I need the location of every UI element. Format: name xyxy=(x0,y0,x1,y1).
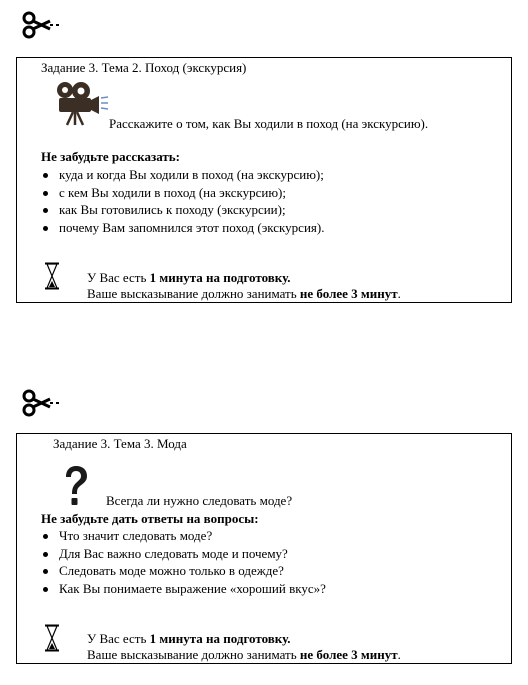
list-item: как Вы готовились к походу (экскурсии); xyxy=(41,201,324,219)
reminder-heading: Не забудьте дать ответы на вопросы: xyxy=(41,511,259,526)
scissors-icon xyxy=(22,10,62,40)
duration-note xyxy=(87,647,401,663)
hourglass-icon xyxy=(44,624,60,652)
task-prompt: Всегда ли нужно следовать моде? xyxy=(106,493,293,508)
preparation-note xyxy=(87,631,291,647)
list-item: Как Вы понимаете выражение «хороший вкус»? xyxy=(41,580,326,598)
duration-end: . xyxy=(397,647,401,662)
duration-limit: не более 3 минут xyxy=(299,286,398,301)
list-item: куда и когда Вы ходили в поход (на экскурсию); xyxy=(41,166,324,184)
prep-time: 1 минута на подготовку. xyxy=(149,270,291,285)
hourglass-icon xyxy=(44,262,60,290)
list-item: Следовать моде можно только в одежде? xyxy=(41,562,326,580)
list-item: Для Вас важно следовать моде и почему? xyxy=(41,545,326,563)
duration-limit: не более 3 минут xyxy=(299,647,398,662)
duration-text: Ваше высказывание должно занимать xyxy=(87,286,300,301)
duration-note xyxy=(87,286,401,302)
task-prompt: Расскажите о том, как Вы ходили в поход (на экскурсию). xyxy=(109,116,429,131)
film-projector-icon xyxy=(53,80,109,126)
card-title: Задание 3. Тема 2. Поход (экскурсия) xyxy=(41,60,247,75)
task-card-2 xyxy=(16,433,512,664)
prep-time: 1 минута на подготовку. xyxy=(149,631,291,646)
reminder-heading: Не забудьте рассказать: xyxy=(41,149,180,164)
list-item: Что значит следовать моде? xyxy=(41,527,326,545)
question-mark-icon xyxy=(61,464,91,508)
talking-points-list xyxy=(41,166,324,236)
duration-end: . xyxy=(397,286,401,301)
duration-text: Ваше высказывание должно занимать xyxy=(87,647,300,662)
list-item: с кем Вы ходили в поход (на экскурсию); xyxy=(41,184,324,202)
preparation-note xyxy=(87,270,291,286)
scissors-icon xyxy=(22,388,62,418)
prep-text: У Вас есть xyxy=(87,270,150,285)
task-card-1 xyxy=(16,57,512,303)
question-list xyxy=(41,527,326,597)
prep-text: У Вас есть xyxy=(87,631,150,646)
card-title: Задание 3. Тема 3. Мода xyxy=(53,436,187,451)
list-item: почему Вам запомнился этот поход (экскурсия). xyxy=(41,219,324,237)
